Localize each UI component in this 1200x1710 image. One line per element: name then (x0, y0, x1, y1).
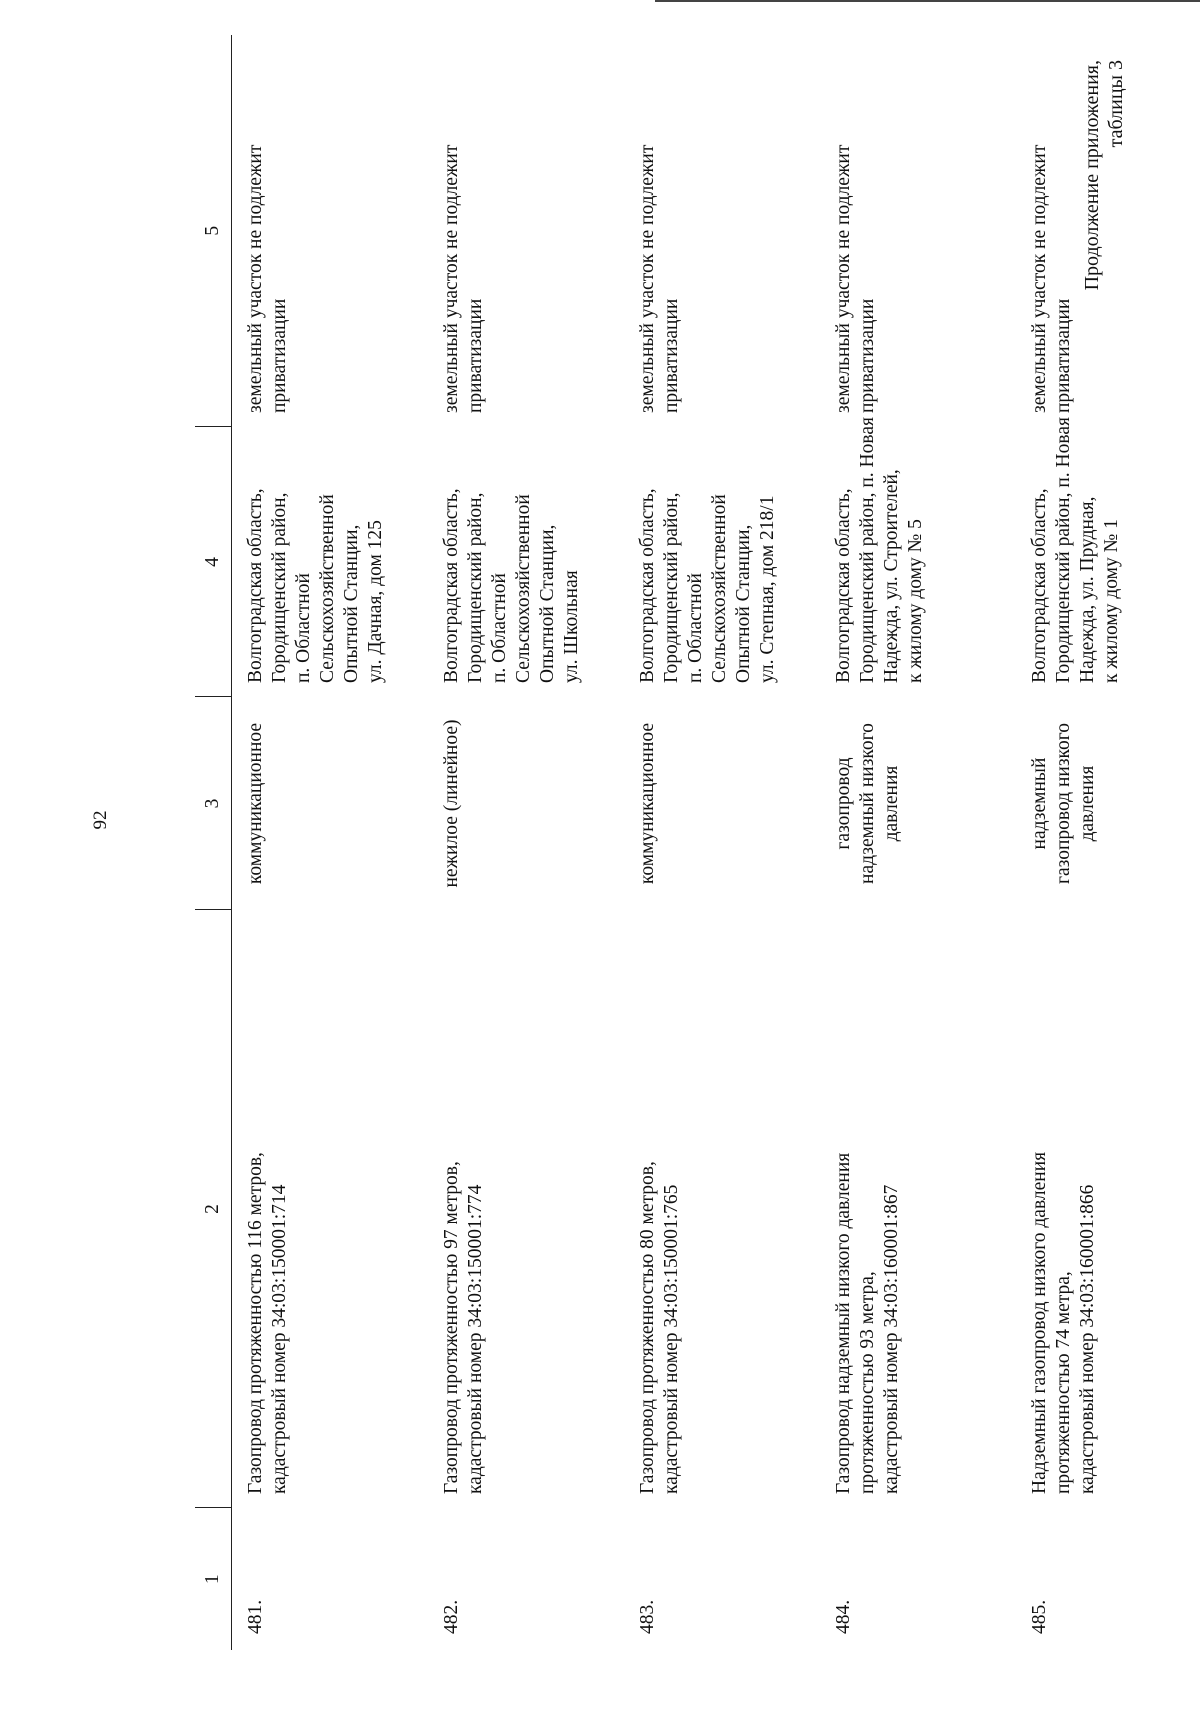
note-cell (624, 35, 820, 427)
column-header-2: 2 (195, 910, 232, 1508)
address-cell-line: п. Областной (489, 573, 510, 683)
note-cell-line: земельный участок не подлежит (833, 144, 854, 413)
address-cell-line: Опытной Станции, (341, 524, 362, 683)
note-cell-line: земельный участок не подлежит (637, 144, 658, 413)
address-cell (624, 427, 820, 697)
object-name-cell-line: Газопровод протяженностью 80 метров, (637, 1161, 658, 1494)
object-name-cell-line: Надземный газопровод низкого давления (1029, 1151, 1050, 1494)
object-name-cell-line: протяженностью 93 метра, (857, 1271, 878, 1494)
table-body (232, 35, 1200, 1650)
object-name-cell-line: кадастровый номер 34:03:150001:774 (465, 1184, 486, 1494)
object-type-cell-line: давления (1077, 765, 1098, 842)
address-cell-line: ул. Дачная, дом 125 (365, 520, 386, 683)
table-header-row (195, 35, 232, 1650)
address-cell-line: ул. Степная, дом 218/1 (757, 495, 778, 683)
address-cell-line: Волгоградская область, (1029, 488, 1050, 683)
address-cell-line: Городищенский район, п. Новая (857, 417, 878, 683)
continuation-line-1: Продолжение приложения, (1081, 60, 1103, 291)
object-name-cell (428, 910, 624, 1508)
note-cell-line: приватизации (1053, 298, 1074, 413)
object-name-cell-line: кадастровый номер 34:03:150001:714 (269, 1184, 290, 1494)
column-header-3: 3 (195, 697, 232, 910)
address-cell (428, 427, 624, 697)
address-cell-line: Сельскохозяйственной (317, 494, 338, 683)
object-type-cell-line: надземный низкого (857, 723, 878, 884)
address-cell-line: п. Областной (685, 573, 706, 683)
address-cell-line: Городищенский район, п. Новая (1053, 417, 1074, 683)
note-cell-line: приватизации (857, 298, 878, 413)
address-cell-line: Городищенский район, (269, 492, 290, 683)
address-cell-line: Опытной Станции, (733, 524, 754, 683)
row-number: 481. (245, 1599, 266, 1634)
address-cell-line: к жилому дому № 5 (905, 519, 926, 683)
column-header-1: 1 (195, 1508, 232, 1650)
address-cell-line: п. Областной (293, 573, 314, 683)
address-cell-line: ул. Школьная (561, 570, 582, 683)
note-cell-line: земельный участок не подлежит (441, 144, 462, 413)
object-type-cell (232, 697, 429, 910)
note-cell-line: приватизации (661, 298, 682, 413)
note-cell-line: приватизации (269, 298, 290, 413)
page-number: 92 (90, 810, 111, 830)
object-name-cell-line: кадастровый номер 34:03:160001:867 (881, 1184, 902, 1494)
object-type-cell (1016, 697, 1200, 910)
continuation-line-2: таблицы 3 (1105, 60, 1127, 148)
object-name-cell-line: кадастровый номер 34:03:150001:765 (661, 1184, 682, 1494)
note-cell (1016, 35, 1200, 427)
note-cell-line: земельный участок не подлежит (1029, 144, 1050, 413)
note-cell-line: земельный участок не подлежит (245, 144, 266, 413)
address-cell (820, 417, 1016, 697)
address-cell-line: к жилому дому № 1 (1101, 519, 1122, 683)
object-type-cell-line: газопровод низкого (1053, 722, 1074, 885)
address-cell (1016, 417, 1200, 697)
note-cell (820, 35, 1016, 427)
address-cell-line: Волгоградская область, (833, 488, 854, 683)
object-type-cell-line: газопровод (833, 757, 854, 850)
row-number: 484. (833, 1599, 854, 1634)
object-name-cell-line: кадастровый номер 34:03:160001:866 (1077, 1184, 1098, 1494)
column-header-4: 4 (195, 427, 232, 697)
object-name-cell-line: протяженностью 74 метра, (1053, 1271, 1074, 1494)
row-number: 485. (1029, 1599, 1050, 1634)
object-type-cell-line: коммуникационное (245, 722, 266, 885)
address-cell-line: Сельскохозяйственной (513, 494, 534, 683)
address-cell-line: Волгоградская область, (441, 488, 462, 683)
note-cell-line: приватизации (465, 298, 486, 413)
address-cell-line: Волгоградская область, (637, 488, 658, 683)
object-name-cell (232, 910, 429, 1508)
table-row (624, 35, 820, 1650)
object-name-cell (1016, 910, 1200, 1508)
table-row (1016, 35, 1200, 1650)
note-cell (232, 35, 429, 427)
table-row (232, 35, 429, 1650)
column-header-5: 5 (195, 35, 232, 427)
object-type-cell-line: коммуникационное (637, 722, 658, 885)
address-cell-line: Надежда, ул. Прудная, (1077, 496, 1098, 683)
row-number: 483. (637, 1599, 658, 1634)
address-cell-line: Надежда, ул. Строителей, (881, 469, 902, 683)
object-type-cell-line: давления (881, 765, 902, 842)
note-cell (428, 35, 624, 427)
row-number: 482. (441, 1599, 462, 1634)
address-cell-line: Сельскохозяйственной (709, 494, 730, 683)
object-type-cell-line: надземный (1029, 757, 1050, 850)
address-cell-line: Волгоградская область, (245, 488, 266, 683)
object-name-cell (820, 910, 1016, 1508)
address-cell-line: Городищенский район, (465, 492, 486, 683)
table-row (428, 35, 624, 1650)
object-name-cell-line: Газопровод протяженностью 116 метров, (245, 1152, 266, 1494)
object-type-cell-line: нежилое (линейное) (441, 719, 462, 888)
object-type-cell (820, 697, 1016, 910)
object-type-cell (624, 697, 820, 910)
object-name-cell (624, 910, 820, 1508)
address-cell (232, 427, 429, 697)
property-table (195, 35, 1200, 1650)
object-name-cell-line: Газопровод надземный низкого давления (833, 1152, 854, 1494)
address-cell-line: Опытной Станции, (537, 524, 558, 683)
table-row (820, 35, 1016, 1650)
address-cell-line: Городищенский район, (661, 492, 682, 683)
object-type-cell (428, 697, 624, 910)
object-name-cell-line: Газопровод протяженностью 97 метров, (441, 1161, 462, 1494)
